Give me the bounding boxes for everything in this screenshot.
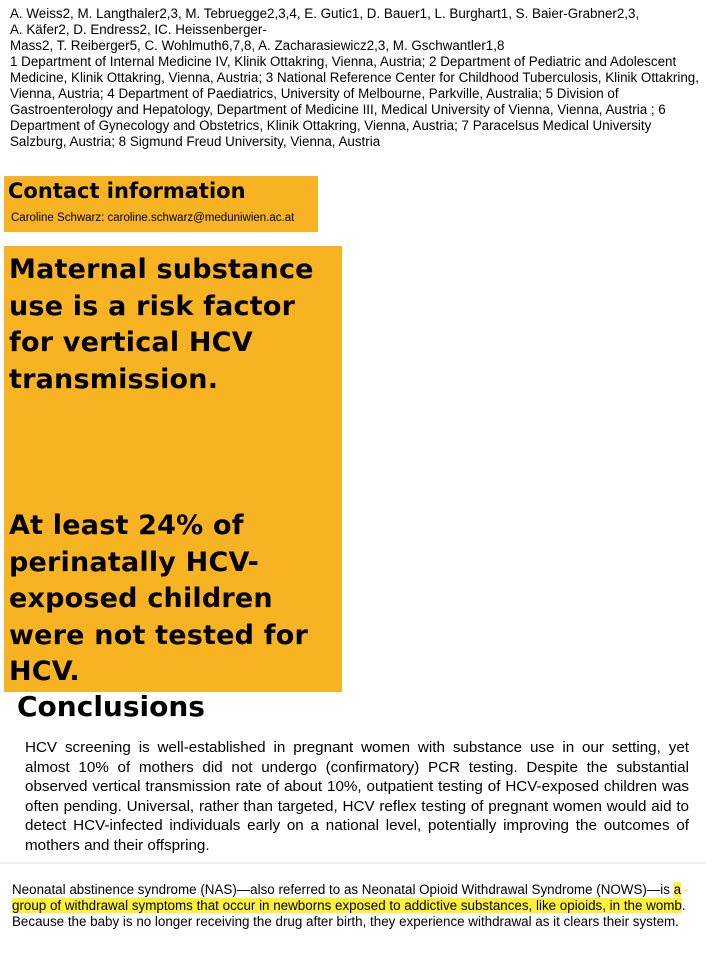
author-line: A. Weiss2, M. Langthaler2,3, M. Tebruegge2,3,4, E. Gutic1, D. Bauer1, L. Burghart1, S. Baier-Grabner2,3,	[10, 6, 640, 21]
highlighted-text: a group of withdrawal symptoms that occur in newborns exposed to addictive substances, like opioids, in the womb	[12, 882, 682, 913]
contact-title: Contact information	[8, 179, 246, 203]
author-line: Mass2, T. Reiberger5, C. Wohlmuth6,7,8, A. Zacharasiewicz2,3, M. Gschwantler1,8	[10, 38, 505, 53]
nas-note	[12, 882, 692, 930]
nas-note-text: Neonatal abstinence syndrome (NAS)—also referred to as Neonatal Opioid Withdrawal Syndrome (NOWS)—is	[12, 882, 674, 897]
affiliations: 1 Department of Internal Medicine IV, Klinik Ottakring, Vienna, Austria; 2 Department of Pediatric and Adolescent Medicine, Klinik Ottakring, Vienna, Austria; 3 National Reference Center for Childhood Tuberculosis, Klinik Ottakring, Vienna, Austria; 4 Department of Paediatrics, University of Melbourne, Parkville, Australia; 5 Division of Gastroenterology and Hepatology, Department of Medicine III, Medical University of Vienna, Vienna, Austria ; 6 Department of Gynecology and Obstetrics, Klinik Ottakring, Vienna, Austria; 7 Paracelsus Medical University Salzburg, Austria; 8 Sigmund Freud University, Vienna, Austria	[10, 54, 699, 149]
divider	[0, 862, 705, 864]
conclusions-title: Conclusions	[17, 690, 205, 723]
key-message-2: At least 24% of perinatally HCV-exposed children were not tested for HCV.	[9, 510, 309, 687]
key-message-1: Maternal substance use is a risk factor for vertical HCV transmission.	[9, 254, 314, 395]
nas-note-text-end: . Because the baby is no longer receiving the drug after birth, they experience withdrawal as it clears their system.	[12, 898, 686, 929]
author-block	[10, 6, 700, 150]
contact-box	[4, 176, 318, 232]
conclusions-body: HCV screening is well-established in pregnant women with substance use in our setting, yet almost 10% of mothers did not undergo (confirmatory) PCR testing. Despite the substantial observed vertical transmission rate of about 10%, outpatient testing of HCV-exposed children was often pending. Universal, rather than targeted, HCV reflex testing of pregnant women would aid to detect HCV-infected individuals early on a national level, potentially improving the outcomes of mothers and their offspring.	[25, 739, 689, 854]
contact-email[interactable]: Caroline Schwarz: caroline.schwarz@meduniwien.ac.at	[11, 212, 295, 224]
key-messages-box	[4, 246, 342, 692]
author-line: A. Käfer2, D. Endress2, IC. Heissenberger-	[10, 22, 267, 37]
